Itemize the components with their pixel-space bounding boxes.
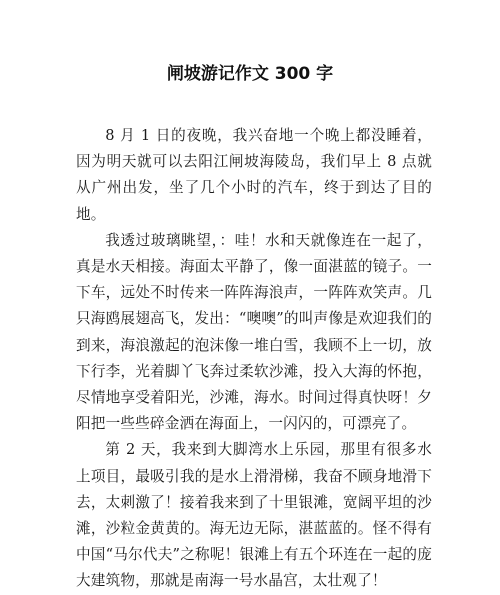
paragraph-arrival: 8 月 1 日的夜晚，我兴奋地一个晚上都没睡着，因为明天就可以去阳江闸坡海陵岛，我们早上 8 点就从广州出发，坐了几个小时的汽车，终于到达了目的地。 [76,127,432,223]
paragraph-second-day: 第 2 天，我来到大脚湾水上乐园，那里有很多水上项目，最吸引我的是水上滑滑梯，我奋不顾身地滑下去，太刺激了！接着我来到了十里银滩，宽阔平坦的沙滩，沙粒金黄黄的。海无边无际，湛蓝蓝的。怪不得有中国“马尔代夫”之称呢！银滩上有五个环连在一起的庞大建筑物，那就是南海一号水晶宫，太壮观了！ [76,441,432,590]
paragraph-seaside: 我透过玻璃眺望，：哇！水和天就像连在一起了，真是水天相接。海面太平静了，像一面湛蓝的镜子。一下车，远处不时传来一阵阵海浪声，一阵阵欢笑声。几只海鸥展翅高飞，发出：“噢噢”的叫声像是欢迎我们的到来，海浪激起的泡沫像一堆白雪，我顾不上一切，放下行李，光着脚丫飞奔过柔软沙滩，投入大海的怀抱，尽情地享受着阳光，沙滩，海水。时间过得真快呀！夕阳把一些些碎金洒在海面上，一闪闪的，可漂亮了。 [76,231,432,433]
document-title: 闸坡游记作文 300 字 [166,64,334,84]
document-body [76,123,432,595]
